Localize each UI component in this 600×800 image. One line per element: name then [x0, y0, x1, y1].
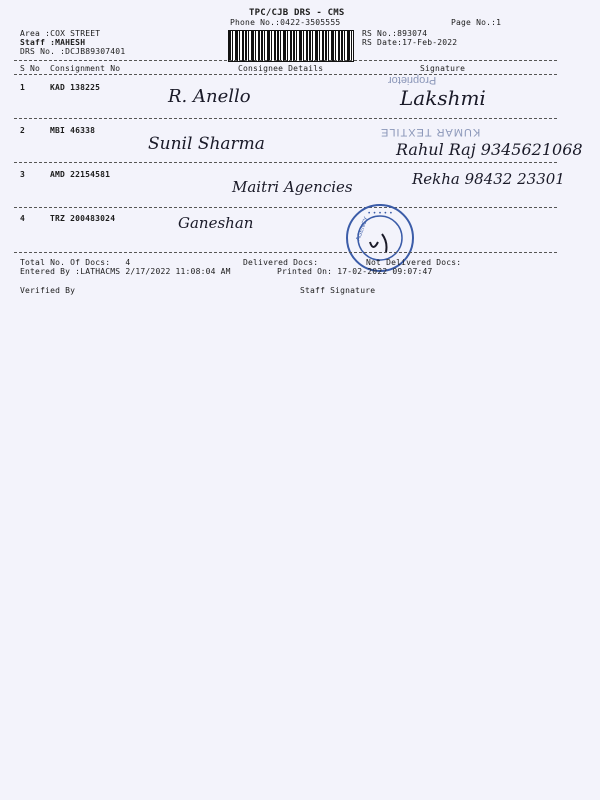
- svg-text:• • • • •: • • • • •: [367, 210, 393, 217]
- drs-number: DRS No. :DCJB89307401: [20, 47, 126, 56]
- barcode: [228, 30, 354, 62]
- row-4-stamp-text: AGENCY: [355, 216, 370, 242]
- row-3-signature: Rekha 98432 23301: [412, 170, 565, 188]
- col-sno: S No: [20, 64, 41, 73]
- row-1-stamp-text: Proprietor: [388, 74, 437, 86]
- row-2-sno: 2: [20, 126, 26, 135]
- row-1-rule: [14, 118, 557, 119]
- row-1-consignee-handwritten: R. Anello: [168, 86, 251, 107]
- page-number: Page No.:1: [451, 18, 502, 27]
- phone-number: Phone No.:0422-3505555: [230, 18, 341, 27]
- row-1-sno: 1: [20, 83, 26, 92]
- row-1-signature: Lakshmi: [400, 86, 486, 110]
- row-4-rule: [14, 252, 557, 253]
- row-2-consignment: MBI 46338: [50, 126, 96, 135]
- row-2-rule: [14, 162, 557, 163]
- not-delivered-docs: Not Delivered Docs:: [366, 258, 462, 267]
- header-top-rule: [14, 60, 557, 61]
- row-3-consignee-handwritten: Maitri Agencies: [232, 178, 353, 196]
- header-bottom-rule: [14, 74, 557, 75]
- printed-on: Printed On: 17-02-2022 09:07:47: [277, 267, 433, 276]
- row-4-sno: 4: [20, 214, 26, 223]
- area-label: Area :COX STREET: [20, 29, 101, 38]
- col-consignment: Consignment No: [50, 64, 121, 73]
- rs-number: RS No.:893074: [362, 29, 428, 38]
- row-4-consignee-handwritten: Ganeshan: [178, 214, 254, 232]
- col-consignee: Consignee Details: [238, 64, 324, 73]
- staff-label: Staff :MAHESH: [20, 38, 86, 47]
- row-2-stamp-text: KUMAR TEXTILE: [380, 126, 481, 138]
- entered-by: Entered By :LATHACMS 2/17/2022 11:08:04 AM: [20, 267, 231, 276]
- row-3-rule: [14, 207, 557, 208]
- row-2-signature: Rahul Raj 9345621068: [396, 140, 583, 159]
- row-3-sno: 3: [20, 170, 26, 179]
- row-3-consignment: AMD 22154581: [50, 170, 111, 179]
- row-2-consignee-handwritten: Sunil Sharma: [148, 134, 265, 154]
- row-1-consignment: KAD 138225: [50, 83, 101, 92]
- row-4-consignment: TRZ 200483024: [50, 214, 116, 223]
- document-title: TPC/CJB DRS - CMS: [249, 8, 345, 18]
- rs-date: RS Date:17-Feb-2022: [362, 38, 458, 47]
- verified-by: Verified By: [20, 286, 76, 295]
- staff-signature: Staff Signature: [300, 286, 376, 295]
- total-docs: Total No. Of Docs: 4: [20, 258, 131, 267]
- delivered-docs: Delivered Docs:: [243, 258, 319, 267]
- col-signature: Signature: [420, 64, 466, 73]
